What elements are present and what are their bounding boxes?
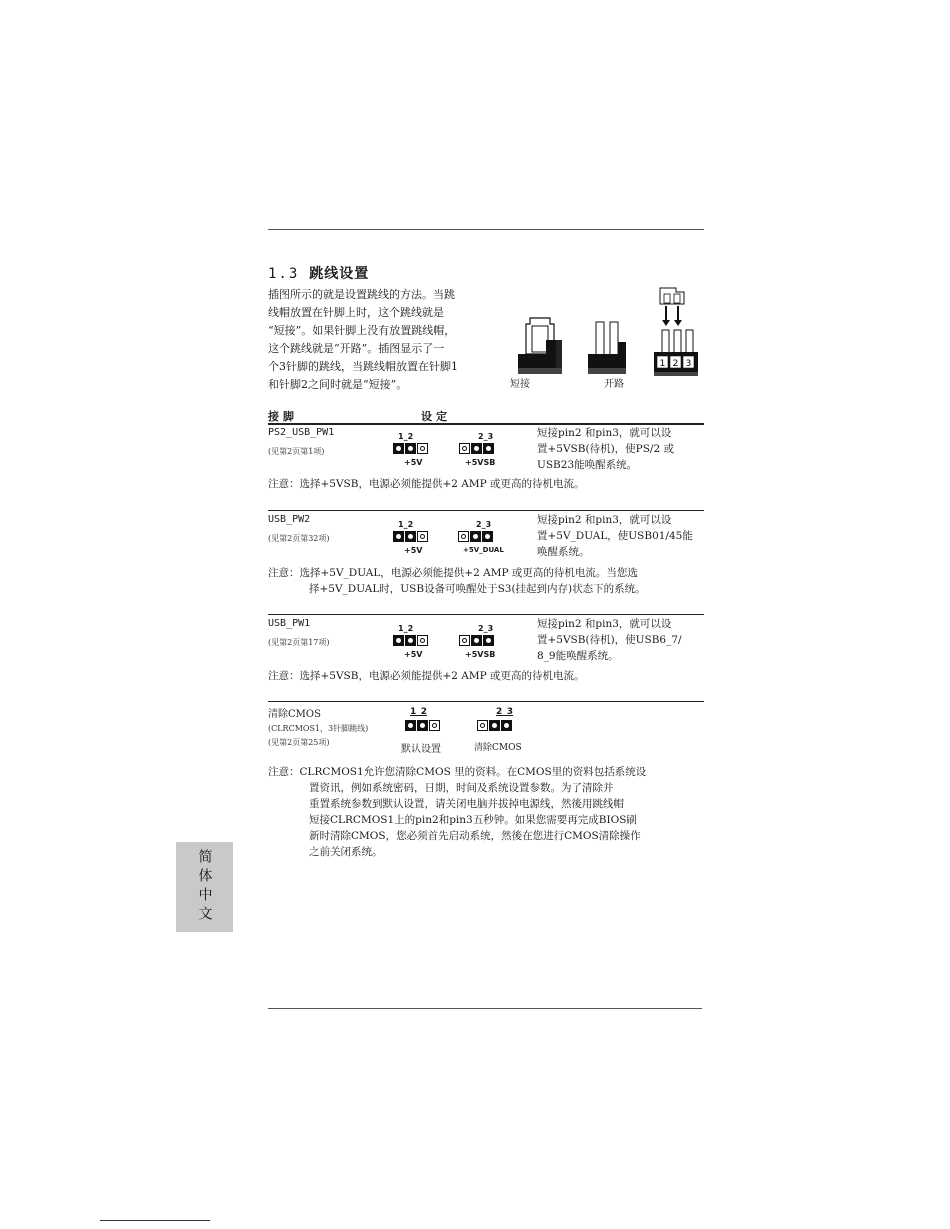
pins-label-2-3: 2_3 bbox=[478, 432, 494, 441]
jumper-diagram-alt bbox=[459, 443, 494, 454]
pin-shorted bbox=[470, 531, 481, 542]
jumper-note bbox=[268, 668, 585, 684]
pin-shorted bbox=[417, 720, 428, 731]
pin-shorted bbox=[393, 635, 404, 646]
voltage-label: +5VSB bbox=[465, 650, 496, 659]
intro-line: 个3针脚的跳线，当跳线帽放置在针脚1 bbox=[268, 360, 458, 373]
open-caption: 开路 bbox=[604, 379, 624, 390]
pins-label-2-3: 2_3 bbox=[478, 624, 494, 633]
pins-label-1-2: 1_2 bbox=[398, 624, 414, 633]
jumper-ref: (见第2页第1项) bbox=[268, 447, 325, 456]
pin-shorted bbox=[393, 531, 404, 542]
footer-rule bbox=[268, 1008, 702, 1009]
pins-label-1-2: 1_2 bbox=[410, 707, 428, 717]
jumper-description bbox=[537, 425, 705, 473]
pin-open bbox=[459, 635, 470, 646]
note-line: 注意：选择+5V_DUAL，电源必须能提供+2 AMP 或更高的待机电流。当您选 bbox=[268, 567, 638, 579]
pin-shorted bbox=[471, 443, 482, 454]
pin-open bbox=[417, 443, 428, 454]
pin-shorted bbox=[482, 531, 493, 542]
column-header-pins: 接脚 bbox=[268, 410, 298, 423]
note-line: 新时清除CMOS，您必须首先启动系统，然後在您进行CMOS清除操作 bbox=[309, 830, 641, 842]
pin-shorted bbox=[405, 531, 416, 542]
pin-shorted bbox=[483, 443, 494, 454]
pin-shorted bbox=[489, 720, 500, 731]
pin-number-3: 3 bbox=[685, 359, 692, 369]
voltage-label: +5VSB bbox=[465, 458, 496, 467]
section-number: 1.3 bbox=[268, 266, 300, 282]
pin-open bbox=[417, 531, 428, 542]
jumper-diagram-alt bbox=[459, 635, 494, 646]
note-line: 短接CLRCMOS1上的pin2和pin3五秒钟。如果您需要再完成BIOS刷 bbox=[309, 814, 637, 826]
jumper-note bbox=[268, 565, 646, 597]
pins-label-1-2: 1_2 bbox=[398, 432, 414, 441]
note-line: 重置系统参数到默认设置，请关闭电脑并拔掉电源线，然後用跳线帽 bbox=[309, 798, 624, 810]
desc-line: 8_9能唤醒系统。 bbox=[537, 650, 619, 662]
pin-shorted bbox=[501, 720, 512, 731]
jumper-ref: (见第2页第17项) bbox=[268, 638, 330, 647]
page-foot-rule bbox=[100, 1220, 210, 1221]
jumper-sub: (CLRCMOS1，3针脚跳线) bbox=[268, 724, 369, 733]
note-line: 之前关闭系统。 bbox=[309, 846, 383, 858]
jumper-diagram-default bbox=[393, 531, 428, 542]
pins-label-2-3: 2_3 bbox=[496, 707, 514, 717]
default-setting-label: 默认设置 bbox=[401, 744, 441, 755]
intro-paragraph bbox=[268, 286, 490, 394]
jumper-ref: (见第2页第25项) bbox=[268, 738, 330, 747]
clear-cmos-label: 清除CMOS bbox=[474, 743, 522, 753]
pin-open bbox=[458, 531, 469, 542]
desc-line: 唤醒系统。 bbox=[537, 546, 590, 558]
pin-open bbox=[459, 443, 470, 454]
header-rule bbox=[268, 229, 704, 230]
pin-open bbox=[417, 635, 428, 646]
jumper-name: 清除CMOS bbox=[268, 709, 321, 720]
short-caption: 短接 bbox=[510, 379, 530, 390]
section-title-text: 跳线设置 bbox=[309, 266, 370, 282]
pin-open bbox=[429, 720, 440, 731]
jumper-ref: (见第2页第32项) bbox=[268, 534, 330, 543]
pin-shorted bbox=[471, 635, 482, 646]
pins-label-2-3: 2_3 bbox=[476, 520, 492, 529]
jumper-note bbox=[268, 476, 585, 492]
column-header-setting: 设定 bbox=[421, 410, 451, 423]
note-line: 置资讯，例如系统密码，日期，时间及系统设置参数。为了清除并 bbox=[309, 782, 614, 794]
pin-open bbox=[477, 720, 488, 731]
intro-line: 这个跳线就是“开路”。插图显示了一 bbox=[268, 342, 445, 355]
jumper-illustration bbox=[500, 282, 705, 390]
pin-shorted bbox=[405, 635, 416, 646]
desc-line: 短接pin2 和pin3，就可以设 bbox=[537, 427, 672, 439]
language-side-tab bbox=[176, 842, 233, 932]
jumper-name: USB_PW2 bbox=[268, 514, 311, 525]
jumper-name: PS2_USB_PW1 bbox=[268, 427, 335, 438]
desc-line: 置+5VSB(待机)，使PS/2 或 bbox=[537, 443, 674, 455]
desc-line: 置+5V_DUAL，使USB01/45能 bbox=[537, 530, 693, 542]
intro-line: “短接”。如果针脚上没有放置跳线帽， bbox=[268, 324, 456, 337]
intro-line: 插图所示的就是设置跳线的方法。当跳 bbox=[268, 288, 455, 301]
jumper-diagram-alt bbox=[458, 531, 493, 542]
pins-label-1-2: 1_2 bbox=[398, 520, 414, 529]
row-rule bbox=[268, 701, 704, 702]
pin-shorted bbox=[393, 443, 404, 454]
voltage-label: +5V bbox=[404, 546, 423, 555]
open-jumper-figure bbox=[588, 322, 626, 374]
desc-line: 置+5VSB(待机)，使USB6_7/ bbox=[537, 634, 682, 646]
jumper-name: USB_PW1 bbox=[268, 618, 311, 629]
jumper-description bbox=[537, 512, 705, 560]
note-line: 注意：CLRCMOS1允许您清除CMOS 里的资料。在CMOS里的资料包括系统设 bbox=[268, 766, 647, 778]
pin-number-1: 1 bbox=[659, 359, 666, 369]
pin-shorted bbox=[483, 635, 494, 646]
intro-line: 线帽放置在针脚上时，这个跳线就是 bbox=[268, 306, 444, 319]
note-line: 择+5V_DUAL时，USB设备可唤醒处于S3(挂起到内存)状态下的系统。 bbox=[309, 583, 646, 595]
note-line: 注意：选择+5VSB，电源必须能提供+2 AMP 或更高的待机电流。 bbox=[268, 670, 585, 682]
voltage-label: +5V_DUAL bbox=[463, 546, 504, 554]
voltage-label: +5V bbox=[404, 458, 423, 467]
voltage-label: +5V bbox=[404, 650, 423, 659]
jumper-diagram-default bbox=[393, 635, 428, 646]
intro-line: 和针脚2之间时就是“短接”。 bbox=[268, 378, 408, 391]
jumper-description bbox=[537, 616, 705, 664]
short-jumper-figure bbox=[518, 318, 562, 374]
desc-line: 短接pin2 和pin3，就可以设 bbox=[537, 514, 672, 526]
jumper-diagram-default bbox=[405, 720, 440, 731]
desc-line: USB23能唤醒系统。 bbox=[537, 459, 638, 471]
section-title bbox=[268, 263, 369, 283]
language-side-tab-label: 简体中文 bbox=[196, 849, 213, 925]
jumper-diagram-alt bbox=[477, 720, 512, 731]
three-pin-jumper-figure bbox=[654, 288, 698, 376]
pin-shorted bbox=[405, 443, 416, 454]
row-rule bbox=[268, 510, 704, 511]
desc-line: 短接pin2 和pin3，就可以设 bbox=[537, 618, 672, 630]
jumper-diagram-default bbox=[393, 443, 428, 454]
row-rule bbox=[268, 614, 704, 615]
pin-number-2: 2 bbox=[672, 359, 679, 369]
clear-cmos-note bbox=[268, 764, 646, 860]
pin-shorted bbox=[405, 720, 416, 731]
note-line: 注意：选择+5VSB，电源必须能提供+2 AMP 或更高的待机电流。 bbox=[268, 478, 585, 490]
